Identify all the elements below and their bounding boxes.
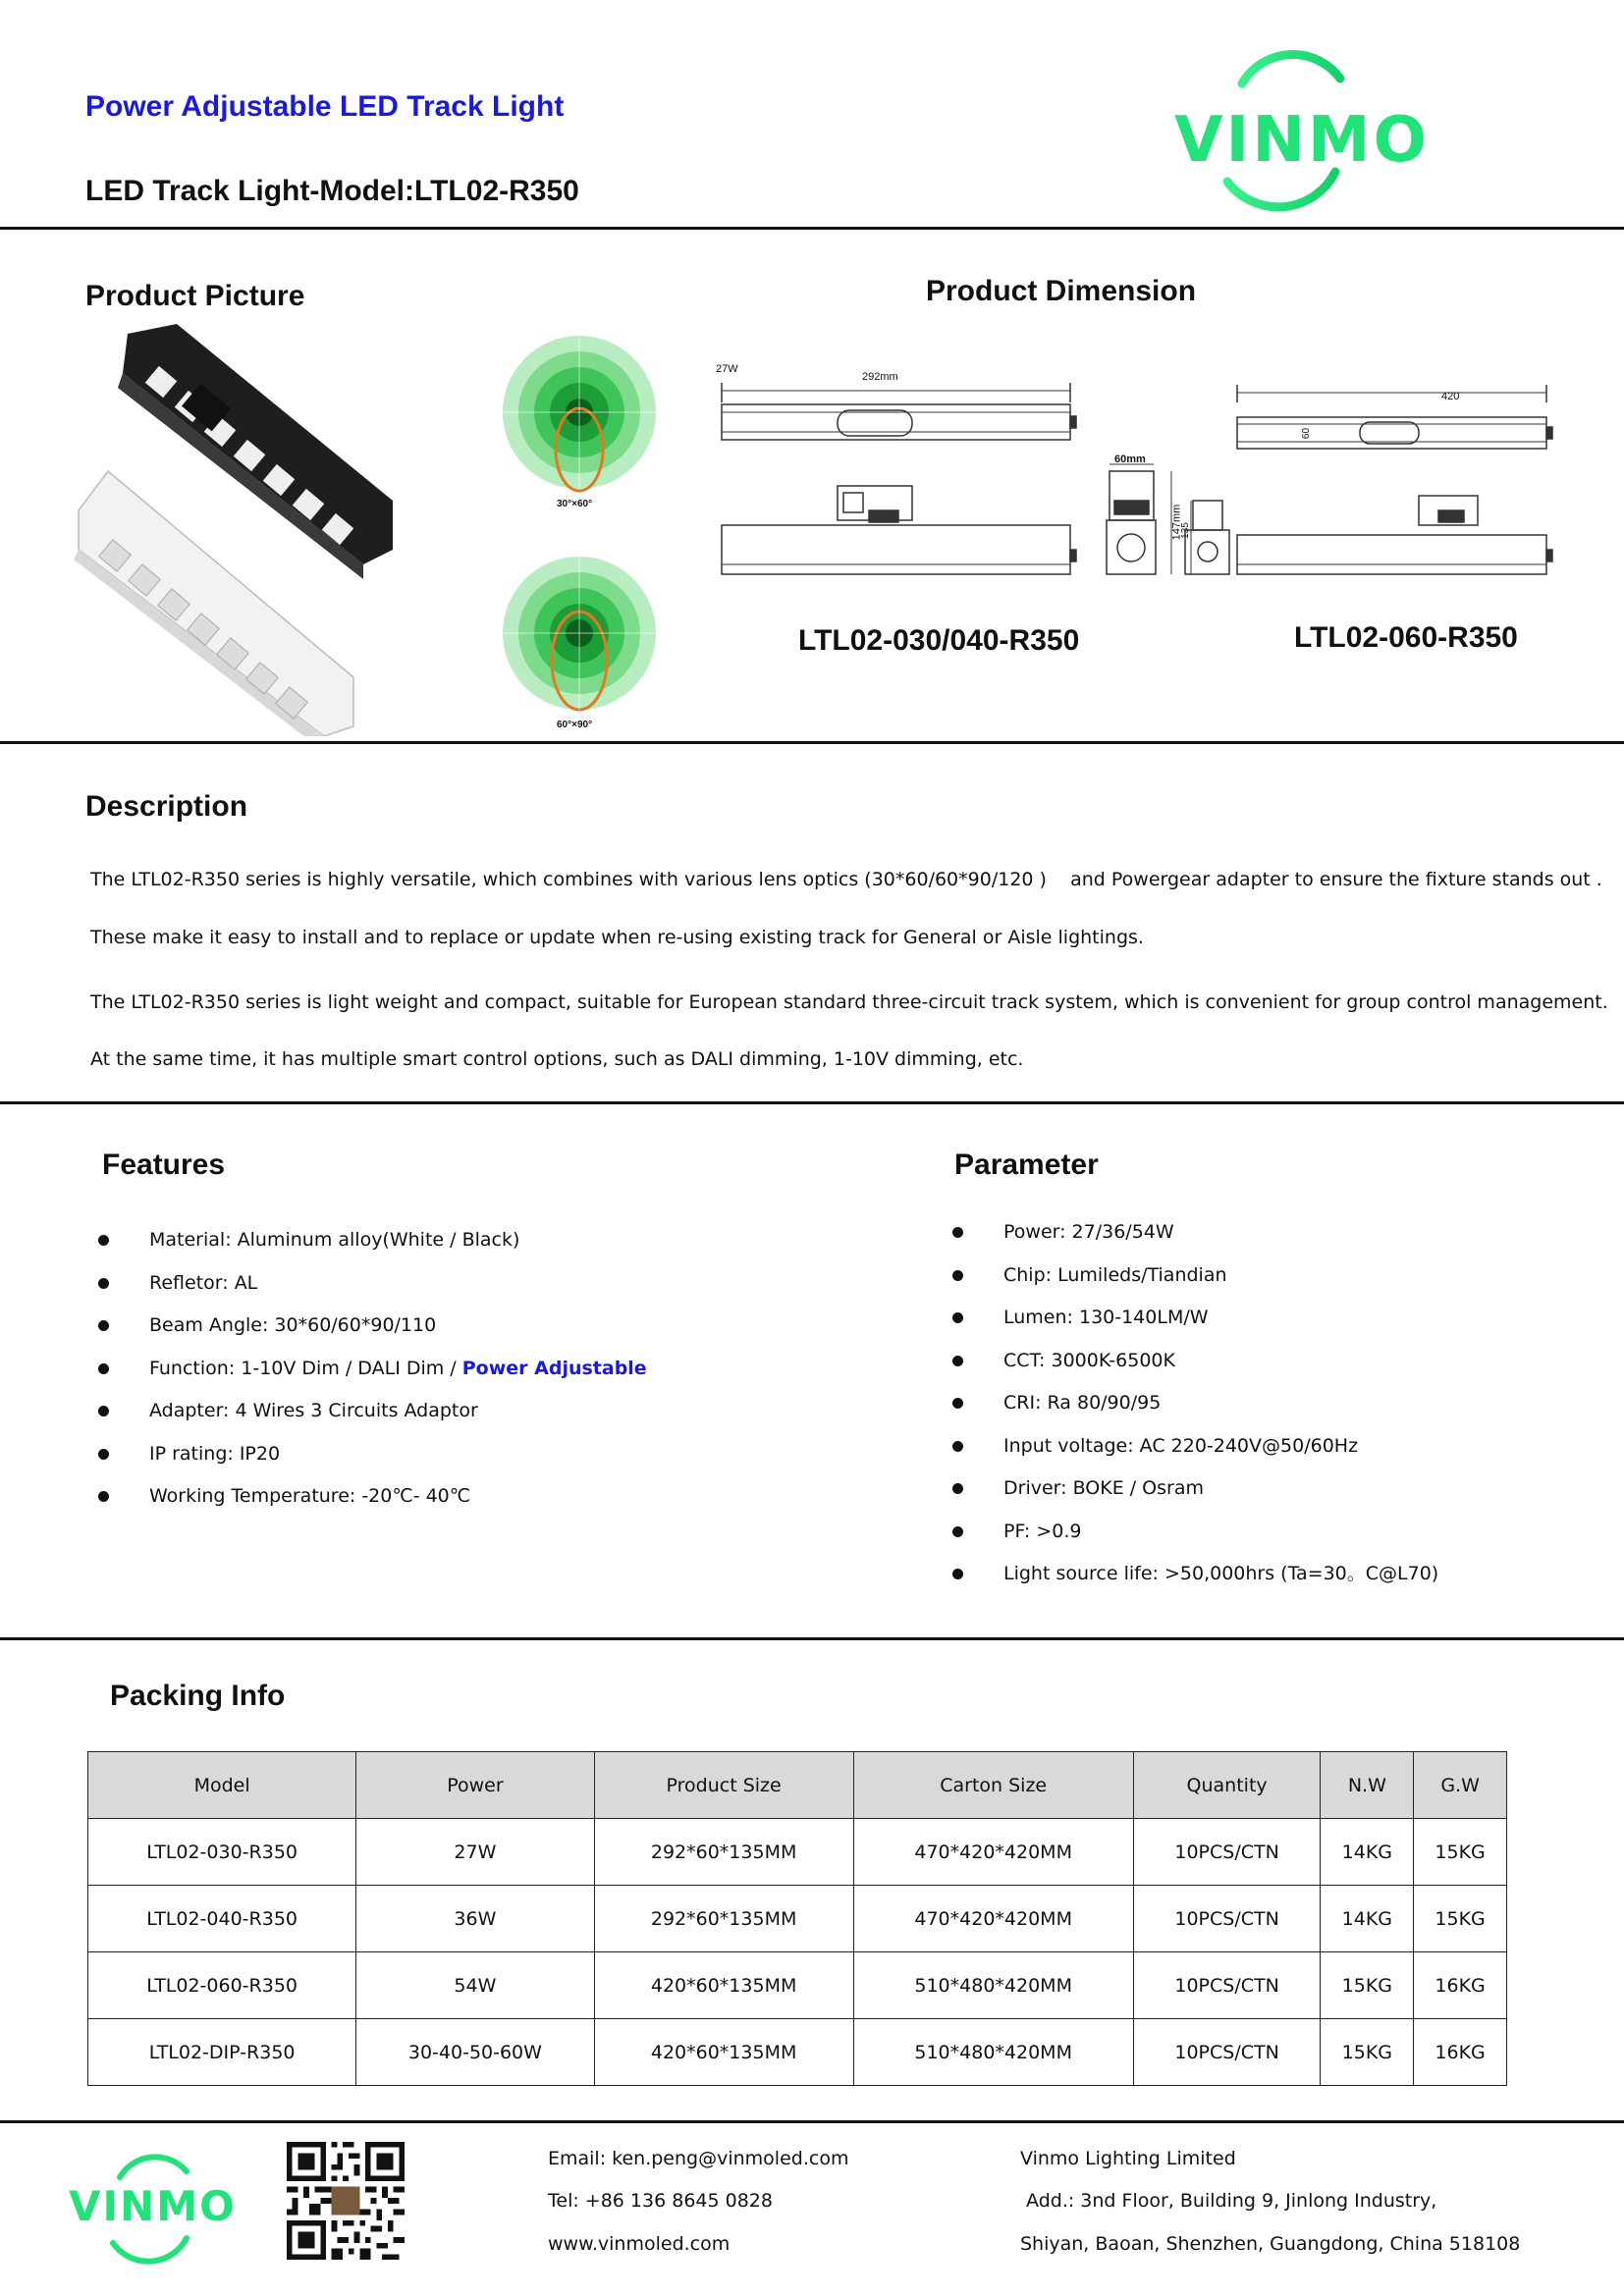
parameter-item: Light source life: >50,000hrs (Ta=30。C@L70) bbox=[952, 1562, 1438, 1605]
parameter-item: Chip: Lumileds/Tiandian bbox=[952, 1263, 1438, 1307]
divider bbox=[0, 1101, 1624, 1104]
divider bbox=[0, 227, 1624, 230]
bullet-icon bbox=[98, 1278, 109, 1289]
parameter-item: CRI: Ra 80/90/95 bbox=[952, 1391, 1438, 1434]
cell-model: LTL02-060-R350 bbox=[88, 1952, 356, 2019]
footer-email[interactable]: Email: ken.peng@vinmoled.com bbox=[548, 2148, 849, 2169]
cell-gw: 15KG bbox=[1414, 1819, 1507, 1886]
dim-length-a: 292mm bbox=[862, 371, 898, 383]
bullet-icon bbox=[952, 1398, 963, 1409]
cell-nw: 15KG bbox=[1321, 1952, 1414, 2019]
model-b-label: LTL02-060-R350 bbox=[1294, 621, 1518, 654]
dim-length-b: 420 bbox=[1441, 391, 1460, 402]
bullet-icon bbox=[952, 1441, 963, 1452]
column-header: N.W bbox=[1321, 1752, 1414, 1819]
parameter-list bbox=[952, 1220, 1438, 1605]
bullet-icon bbox=[952, 1227, 963, 1238]
features-heading: Features bbox=[102, 1148, 226, 1181]
divider bbox=[0, 741, 1624, 744]
bullet-icon bbox=[952, 1569, 963, 1579]
cell-carton-size: 510*480*420MM bbox=[853, 2019, 1133, 2086]
cell-quantity: 10PCS/CTN bbox=[1133, 1819, 1321, 1886]
table-row bbox=[88, 1819, 1507, 1886]
beam-pattern-60x90 bbox=[496, 555, 663, 741]
parameter-item: Driver: BOKE / Osram bbox=[952, 1476, 1438, 1520]
feature-item: IP rating: IP20 bbox=[98, 1442, 647, 1485]
cell-gw: 16KG bbox=[1414, 1952, 1507, 2019]
page-title: Power Adjustable LED Track Light bbox=[85, 90, 565, 123]
description-paragraph: At the same time, it has multiple smart control options, such as DALI dimming, 1-10V dimming, etc. bbox=[90, 1048, 1024, 1070]
description-paragraph: The LTL02-R350 series is highly versatile, which combines with various lens optics (30*60/60*90/120 ) and Powergear adapter to ensure the fixture stands out . bbox=[90, 869, 1602, 890]
parameter-item: CCT: 3000K-6500K bbox=[952, 1349, 1438, 1392]
feature-item: Material: Aluminum alloy(White / Black) bbox=[98, 1228, 647, 1271]
description-paragraph: These make it easy to install and to replace or update when re-using existing track for General or Aisle lightings. bbox=[90, 927, 1144, 948]
parameter-item: PF: >0.9 bbox=[952, 1520, 1438, 1563]
footer-logo bbox=[59, 2140, 245, 2268]
feature-item: Beam Angle: 30*60/60*90/110 bbox=[98, 1313, 647, 1357]
parameter-heading: Parameter bbox=[954, 1148, 1099, 1181]
column-header: Quantity bbox=[1133, 1752, 1321, 1819]
product-photo bbox=[69, 314, 403, 736]
table-row bbox=[88, 2019, 1507, 2086]
column-header: Power bbox=[356, 1752, 594, 1819]
cell-product-size: 292*60*135MM bbox=[594, 1886, 853, 1952]
dim-height-b: 135 bbox=[1179, 522, 1191, 539]
logo-text: VINMO bbox=[1174, 104, 1430, 177]
divider bbox=[0, 1637, 1624, 1640]
footer-logo-text: VINMO bbox=[69, 2182, 237, 2230]
feature-item: Refletor: AL bbox=[98, 1271, 647, 1314]
cell-quantity: 10PCS/CTN bbox=[1133, 1886, 1321, 1952]
cell-carton-size: 470*420*420MM bbox=[853, 1819, 1133, 1886]
cell-power: 27W bbox=[356, 1819, 594, 1886]
column-header: G.W bbox=[1414, 1752, 1507, 1819]
power-adjustable-highlight: Power Adjustable bbox=[461, 1357, 647, 1379]
bullet-icon bbox=[98, 1320, 109, 1331]
column-header: Model bbox=[88, 1752, 356, 1819]
cell-nw: 15KG bbox=[1321, 2019, 1414, 2086]
divider bbox=[0, 2120, 1624, 2123]
footer-address-line-1: Add.: 3nd Floor, Building 9, Jinlong Industry, bbox=[1020, 2190, 1437, 2212]
bullet-icon bbox=[952, 1483, 963, 1494]
bullet-icon bbox=[952, 1270, 963, 1281]
cell-carton-size: 510*480*420MM bbox=[853, 1952, 1133, 2019]
cell-gw: 16KG bbox=[1414, 2019, 1507, 2086]
packing-heading: Packing Info bbox=[110, 1680, 286, 1712]
cell-product-size: 420*60*135MM bbox=[594, 1952, 853, 2019]
parameter-item: Input voltage: AC 220-240V@50/60Hz bbox=[952, 1434, 1438, 1477]
bullet-icon bbox=[952, 1312, 963, 1323]
qr-code-icon bbox=[287, 2142, 405, 2260]
bullet-icon bbox=[98, 1449, 109, 1460]
feature-item: Working Temperature: -20℃- 40℃ bbox=[98, 1484, 647, 1527]
product-picture-heading: Product Picture bbox=[85, 280, 305, 312]
cell-carton-size: 470*420*420MM bbox=[853, 1886, 1133, 1952]
cell-product-size: 292*60*135MM bbox=[594, 1819, 853, 1886]
description-heading: Description bbox=[85, 790, 248, 823]
bullet-icon bbox=[952, 1356, 963, 1366]
cell-quantity: 10PCS/CTN bbox=[1133, 1952, 1321, 2019]
table-header-row bbox=[88, 1752, 1507, 1819]
dim-power-label: 27W bbox=[716, 363, 738, 375]
description-paragraph: The LTL02-R350 series is light weight and compact, suitable for European standard three-circuit track system, which is convenient for group control management. bbox=[90, 991, 1608, 1013]
table-row bbox=[88, 1886, 1507, 1952]
cell-power: 30-40-50-60W bbox=[356, 2019, 594, 2086]
parameter-item: Lumen: 130-140LM/W bbox=[952, 1306, 1438, 1349]
column-header: Product Size bbox=[594, 1752, 853, 1819]
vinmo-logo bbox=[1139, 39, 1434, 216]
product-dimension-heading: Product Dimension bbox=[926, 275, 1197, 307]
dim-width: 60mm bbox=[1114, 454, 1146, 465]
cell-nw: 14KG bbox=[1321, 1819, 1414, 1886]
cell-model: LTL02-DIP-R350 bbox=[88, 2019, 356, 2086]
footer-address-line-2: Shiyan, Baoan, Shenzhen, Guangdong, China 518108 bbox=[1020, 2233, 1521, 2255]
dimension-drawing bbox=[712, 363, 1576, 599]
footer-company: Vinmo Lighting Limited bbox=[1020, 2148, 1236, 2169]
footer-website[interactable]: www.vinmoled.com bbox=[548, 2233, 731, 2255]
feature-item: Function: 1-10V Dim / DALI Dim / Power Adjustable bbox=[98, 1357, 647, 1400]
bullet-icon bbox=[98, 1235, 109, 1246]
bullet-icon bbox=[98, 1363, 109, 1374]
table-row bbox=[88, 1952, 1507, 2019]
cell-nw: 14KG bbox=[1321, 1886, 1414, 1952]
footer-tel[interactable]: Tel: +86 136 8645 0828 bbox=[548, 2190, 773, 2212]
cell-quantity: 10PCS/CTN bbox=[1133, 2019, 1321, 2086]
beam-label-1: 30°×60° bbox=[557, 499, 593, 509]
bullet-icon bbox=[952, 1526, 963, 1537]
cell-power: 36W bbox=[356, 1886, 594, 1952]
dim-width-b: 60 bbox=[1301, 427, 1313, 440]
bullet-icon bbox=[98, 1491, 109, 1502]
cell-model: LTL02-040-R350 bbox=[88, 1886, 356, 1952]
cell-model: LTL02-030-R350 bbox=[88, 1819, 356, 1886]
model-subtitle: LED Track Light-Model:LTL02-R350 bbox=[85, 175, 579, 207]
dim-height: 147mm bbox=[1170, 504, 1183, 541]
cell-power: 54W bbox=[356, 1952, 594, 2019]
beam-pattern-30x60 bbox=[496, 334, 663, 520]
feature-item: Adapter: 4 Wires 3 Circuits Adaptor bbox=[98, 1399, 647, 1442]
packing-table bbox=[87, 1751, 1507, 2086]
cell-gw: 15KG bbox=[1414, 1886, 1507, 1952]
cell-product-size: 420*60*135MM bbox=[594, 2019, 853, 2086]
bullet-icon bbox=[98, 1406, 109, 1416]
beam-label-2: 60°×90° bbox=[557, 720, 593, 730]
parameter-item: Power: 27/36/54W bbox=[952, 1220, 1438, 1263]
model-a-label: LTL02-030/040-R350 bbox=[798, 624, 1080, 657]
column-header: Carton Size bbox=[853, 1752, 1133, 1819]
features-list bbox=[98, 1228, 647, 1527]
